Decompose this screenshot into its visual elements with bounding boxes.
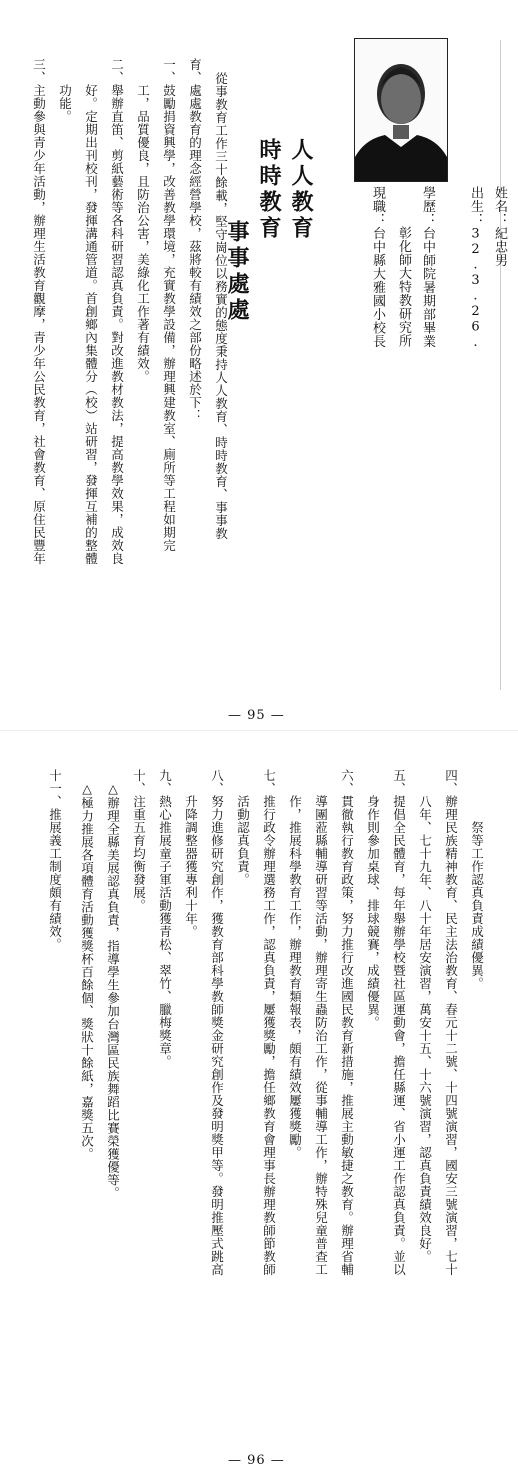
- body-column: 四、辦理民族精神教育、民主法治教育、春元十二號、十四號演習，國安三號演習，七十: [443, 769, 459, 1276]
- title-line-2: 時時教育: [256, 138, 282, 242]
- info-birth: 出生：32.3.26.: [468, 186, 483, 351]
- body-column: 八年、七十九年、八十年居安演習，萬安十五、十六號演習，認真負責績效良好。: [417, 795, 433, 1263]
- title-line-3: 事事處處: [224, 220, 250, 324]
- body-column: △辦理全縣美展認真負責，指導學生參加台灣區民族舞蹈比賽榮獲優等。: [105, 781, 121, 1200]
- body-column: 五、提倡全民體育，每年舉辦學校暨社區運動會，擔任縣運、省小運工作認真負責。並以: [391, 769, 407, 1276]
- info-education-2: 彰化師大特教研究所: [396, 226, 411, 348]
- body-column: 十、注重五育均衡發展。: [131, 769, 147, 912]
- body-column: 導團蒞縣輔導研習等活動，辦理寄生蟲防治工作，從事輔導工作，辦特殊兒童普查工: [313, 795, 329, 1276]
- info-job: 現職：台中縣大雅國小校長: [370, 186, 385, 348]
- body-column: 祭等工作認真負責成績優異。: [469, 821, 485, 990]
- body-column: 六、貫徹執行教育政策，努力推行改進國民教育新措施，推展主動敏捷之教育。辦理省輔: [339, 769, 355, 1276]
- body-column: 育、處處教育的理念經營學校，茲將較有績效之部份略述於下：: [187, 58, 203, 422]
- page-96: [0, 730, 518, 1475]
- body-column: 九、熱心推展童子軍活動獲青松、翠竹、臘梅獎章。: [157, 769, 173, 1068]
- body-column: 八、努力進修研究創作，獲教育部科學教師獎金研究創作及發明獎甲等。發明推壓式跳高: [209, 769, 225, 1276]
- info-name: 姓名：紀忠男: [492, 186, 507, 267]
- page-number: — 96 —: [228, 1453, 285, 1468]
- body-column: 七、推行政令辦理選務工作，認真負責，屢獲獎勵，擔任鄉教育會理事長辦理教師節教師: [261, 769, 277, 1276]
- body-column: 好。定期出刊校刊，發揮溝通管道。首創鄉內集體分（校）站研習，發揮互補的整體: [83, 84, 99, 565]
- title-line-1: 人人教育: [288, 138, 314, 242]
- body-column: 三、主動參與青少年活動，辦理生活教育觀摩，青少年公民教育，社會教育、原住民豐年: [31, 58, 47, 565]
- body-column: 一、鼓勵捐資興學，改善教學環境，充實教學設備，辦理興建教室、廁所等工程如期完: [161, 58, 177, 552]
- page-number: — 95 —: [228, 708, 285, 723]
- margin-line: [500, 40, 501, 690]
- body-column: 二、舉辦直笛、剪紙藝術等各科研習認真負責。對改進教材教法，提高教學效果，成效良: [109, 58, 125, 565]
- page-95: [0, 0, 518, 730]
- info-education: 學歷：台中師院暑期部畢業: [420, 186, 435, 348]
- portrait-photo: [354, 38, 448, 182]
- body-column: △極力推展各項體育活動獲獎杯百餘個、獎狀十餘紙，嘉獎五次。: [79, 781, 95, 1161]
- body-column: 活動認真負責。: [235, 795, 251, 886]
- body-column: 升降調整器獲專利十年。: [183, 795, 199, 938]
- body-column: 功能。: [57, 84, 73, 123]
- body-column: 十一、推展義工制度頗有績效。: [47, 769, 63, 951]
- body-column: 作，推展科學教育工作，辦理教育類報表，頗有績效屢獲獎勵。: [287, 795, 303, 1159]
- body-column: 工，品質優良，且防治公害，美綠化工作著有績效。: [135, 84, 151, 383]
- body-column: 身作則參加桌球、排球競賽，成績優異。: [365, 795, 381, 1029]
- body-column: 從事教育工作三十餘載，堅守崗位以務實的態度秉持人人教育、時時教育、事事教: [213, 72, 229, 540]
